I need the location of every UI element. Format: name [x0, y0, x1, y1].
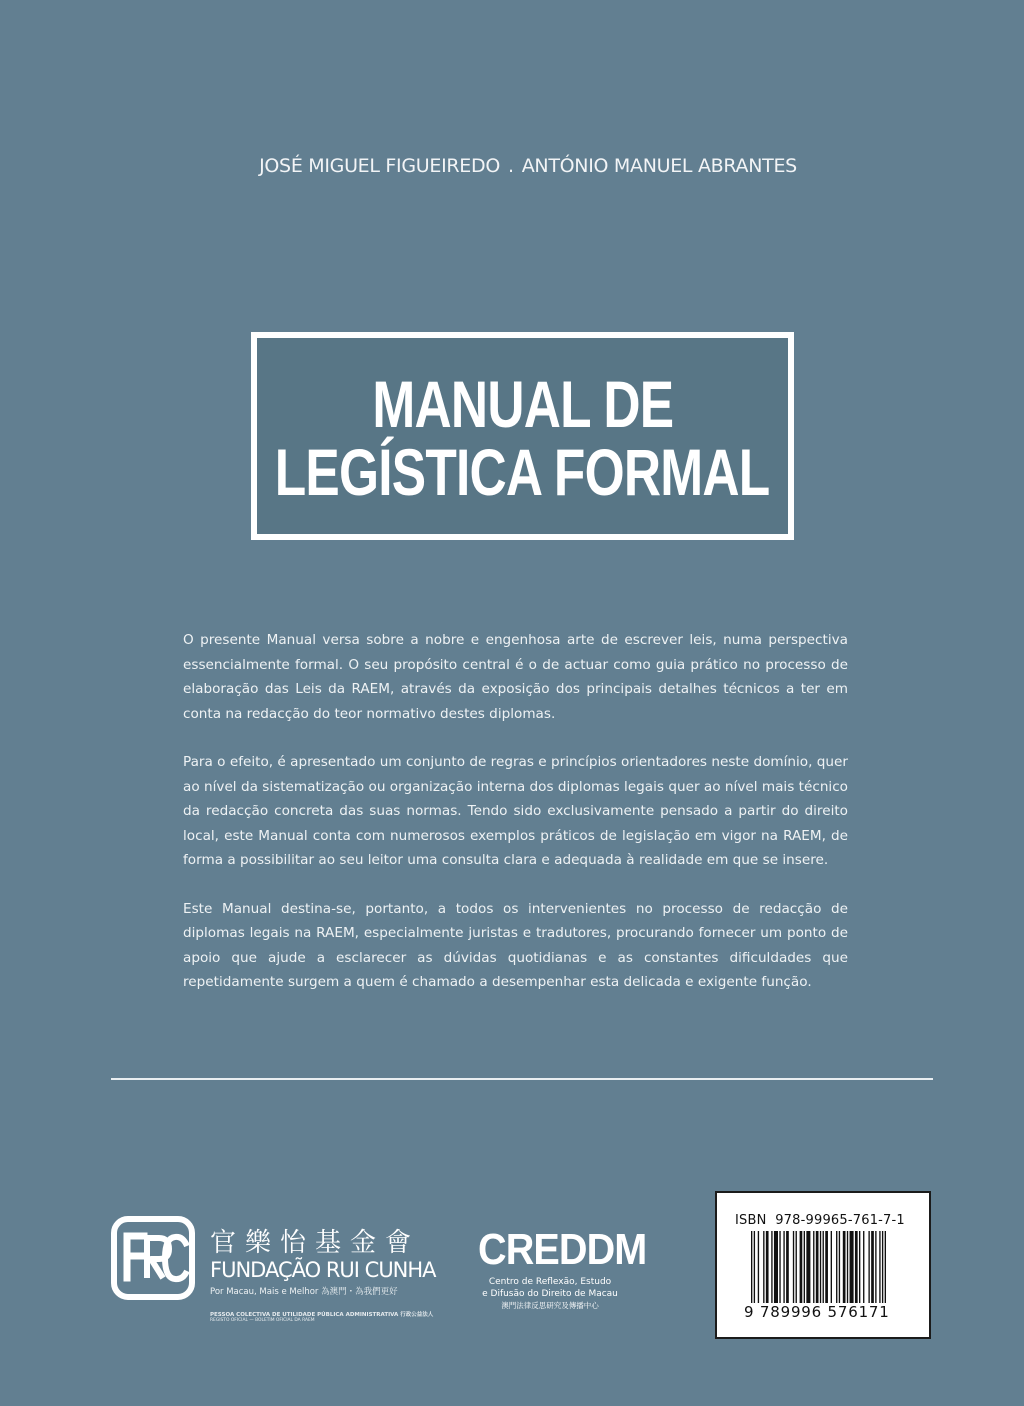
frc-logo-icon — [111, 1216, 195, 1300]
isbn-label: ISBN — [735, 1213, 767, 1228]
blurb-paragraph: Para o efeito, é apresentado um conjunto de regras e princípios orientadores neste domínio, quer ao nível da sistematização ou organização interna dos diplomas legais quer ao nível mais técnico da redacção concreta das suas normas. Tendo sido exclusivamente pensado a partir do direito local, este Manual conta com numerosos exemplos práticos de legislação em vigor na RAEM, de forma a possibilitar ao seu leitor uma consulta clara e adequada à realidade em que se insere. — [183, 754, 848, 868]
creddm-subtitle — [470, 1276, 630, 1312]
authors-line — [0, 155, 1024, 177]
creddm-subtitle-line: Centro de Reflexão, Estudo — [488, 1277, 612, 1287]
creddm-logo: CREDDM — [478, 1225, 647, 1274]
isbn-barcode-box — [715, 1191, 931, 1339]
creddm-subtitle-line: e Difusão do Direito de Macau — [482, 1289, 618, 1299]
isbn-number: 978-99965-761-7-1 — [775, 1213, 905, 1228]
blurb-paragraph: Este Manual destina-se, portanto, a todos os intervenientes no processo de redacção de diplomas legais na RAEM, especialmente juristas e tradutores, procurando fornecer um ponto de apoio que ajude a esclarecer as dúvidas quotidianas e as constantes dificuldades que repetidamente surgem a quem é chamado a desempenhar esta delicada e exigente função. — [183, 900, 848, 990]
divider — [111, 1078, 933, 1080]
blurb-text — [183, 628, 848, 1019]
author-name: JOSÉ MIGUEL FIGUEIREDO — [259, 155, 500, 177]
book-title-line-2: LEGÍSTICA FORMAL — [275, 435, 770, 509]
title-box — [251, 332, 794, 540]
creddm-subtitle-line: 澳門法律反思研究及傳播中心 — [501, 1301, 599, 1310]
book-title-line-1: MANUAL DE — [372, 367, 673, 441]
frc-chinese-name: 官樂怡基金會 — [210, 1228, 421, 1258]
frc-name: FUNDAÇÃO RUI CUNHA — [210, 1258, 436, 1282]
barcode-digits: 9 789996 576171 — [744, 1303, 890, 1321]
frc-tagline: Por Macau, Mais e Melhor 為澳門・為我們更好 — [210, 1287, 398, 1297]
author-name: ANTÓNIO MANUEL ABRANTES — [521, 155, 797, 177]
frc-legal-text: PESSOA COLECTIVA DE UTILIDADE PÚBLICA ADMINISTRATIVA 行政公益法人 — [210, 1312, 434, 1318]
frc-legal-text: REGISTO OFICIAL — BOLETIM OFICIAL DA RAEM — [210, 1318, 315, 1323]
isbn-text — [735, 1213, 905, 1228]
blurb-paragraph: O presente Manual versa sobre a nobre e engenhosa arte de escrever leis, numa perspectiva essencialmente formal. O seu propósito central é o de actuar como guia prático no processo de elaboração das Leis da RAEM, através da exposição dos principais detalhes técnicos a ter em conta na redacção do teor normativo destes diplomas. — [183, 632, 848, 722]
author-separator: . — [507, 155, 514, 177]
